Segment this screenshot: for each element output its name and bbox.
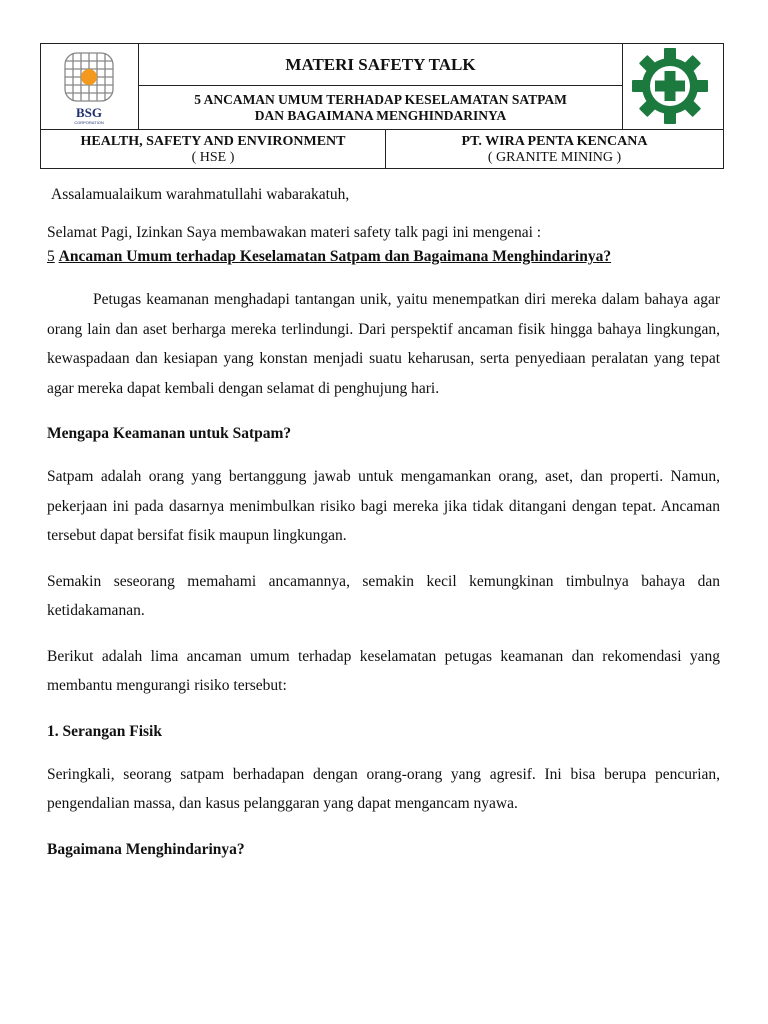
paragraph-understanding: Semakin seseorang memahami ancamannya, semakin kecil kemungkinan timbulnya bahaya dan ketidakamanan. [47,572,720,619]
section-heading-physical-attack: 1. Serangan Fisik [47,722,162,740]
section-heading-why: Mengapa Keamanan untuk Satpam? [47,425,292,442]
company-division: ( GRANITE MINING ) [487,149,622,165]
page-subtitle [139,86,622,129]
document-body [47,183,720,862]
greeting: Assalamualaikum warahmatullahi wabarakatuh, [51,186,350,203]
document-header [40,43,724,169]
department-cell [41,130,386,169]
page-title: MATERI SAFETY TALK [139,44,622,86]
safety-gear-cross-icon [623,44,722,129]
header-info-row [41,129,723,168]
topic-title: Ancaman Umum terhadap Keselamatan Satpam dan Bagaimana Menghindarinya? [58,248,612,265]
gear-cell [622,44,723,129]
paragraph-why: Satpam adalah orang yang bertanggung jawab untuk mengamankan orang, aset, dan properti. Namun, pekerjaan ini pada dasarnya menimbulkan risiko bagi mereka jika tidak ditangani dengan tepat. Ancaman tersebut dapat bersifat fisik maupun lingkungan. [47,468,720,544]
logo-subtext: CORPORATION [74,120,104,125]
department-name: HEALTH, SAFETY AND ENVIRONMENT [80,133,346,149]
intro-text: Selamat Pagi, Izinkan Saya membawakan materi safety talk pagi ini mengenai : [47,224,542,241]
subtitle-line-2: DAN BAGAIMANA MENGHINDARINYA [254,107,507,123]
logo-text: BSG [75,105,103,120]
paragraph-list-intro: Berikut adalah lima ancaman umum terhadap keselamatan petugas keamanan dan rekomendasi yang membantu mengurangi risiko tersebut: [47,647,720,694]
logo-cell [41,44,139,129]
paragraph-physical-attack: Seringkali, seorang satpam berhadapan dengan orang-orang yang agresif. Ini bisa berupa pencurian, pengendalian massa, dan kasus pelanggaran yang dapat mengancam nyawa. [47,765,720,812]
department-code: ( HSE ) [191,149,235,165]
company-name: PT. WIRA PENTA KENCANA [461,133,648,149]
topic-number: 5 [47,248,55,265]
section-heading-how-to-avoid: Bagaimana Menghindarinya? [47,840,245,858]
subtitle-line-1: 5 ANCAMAN UMUM TERHADAP KESELAMATAN SATPAM [194,91,567,107]
topic-heading [47,245,720,269]
bsg-logo-icon [41,44,139,129]
paragraph-intro: Petugas keamanan menghadapi tantangan unik, yaitu menempatkan diri mereka dalam bahaya agar orang lain dan aset berharga mereka terlindungi. Dari perspektif ancaman fisik hingga bahaya lingkungan, kewaspadaan dan kesiapan yang konstan menjadi suatu keharusan, serta penyediaan peralatan yang tepat agar mereka dapat kembali dengan selamat di penghujung hari. [47,291,720,397]
company-cell [386,130,723,169]
